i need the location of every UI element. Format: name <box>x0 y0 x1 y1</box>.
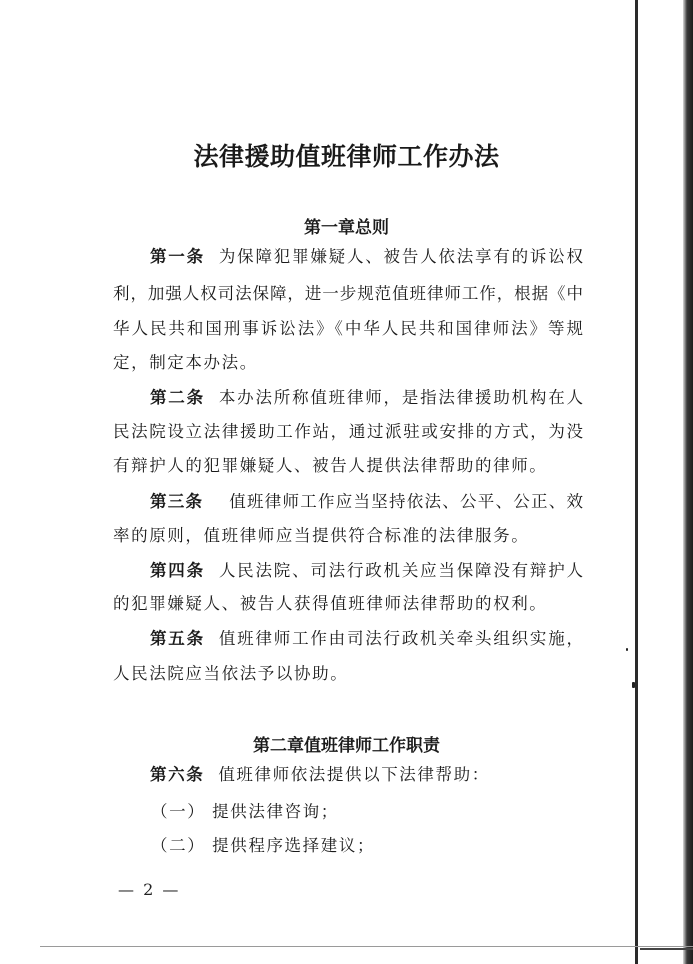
article-3-line-2: 率的原则，值班律师应当提供符合标准的法律服务。 <box>113 526 530 545</box>
list-item: （二） 提供程序选择建议； <box>151 836 376 855</box>
article-label: 第一条 <box>150 247 205 266</box>
document-title: 法律援助值班律师工作办法 <box>193 142 500 171</box>
article-2-line-2: 民法院设立法律援助工作站，通过派驻或安排的方式，为没 <box>113 422 583 441</box>
article-label: 第四条 <box>150 561 205 580</box>
chapter-heading: 第一章总则 <box>304 218 389 238</box>
article-1-line-3: 华人民共和国刑事诉讼法》《中华人民共和国律师法》等规 <box>113 319 583 338</box>
article-2-line-3: 有辩护人的犯罪嫌疑人、被告人提供法律帮助的律师。 <box>113 456 548 475</box>
article-label: 第五条 <box>150 629 205 648</box>
article-label: 第六条 <box>150 765 205 784</box>
article-3-line-1: 第三条 值班律师工作应当坚持依法、公平、公正、效 <box>150 492 583 511</box>
page-number: — 2 — <box>118 880 181 899</box>
scan-bottom-shadow <box>640 948 693 950</box>
article-4-line-2: 的犯罪嫌疑人、被告人获得值班律师法律帮助的权利。 <box>113 594 548 613</box>
article-2-line-1: 第二条 本办法所称值班律师，是指法律援助机构在人 <box>150 388 584 407</box>
list-item: （一） 提供法律咨询； <box>151 802 339 821</box>
article-label: 第二条 <box>150 388 205 407</box>
chapter-heading: 第二章值班律师工作职责 <box>253 736 440 756</box>
article-6-line-1: 第六条 值班律师依法提供以下法律帮助： <box>150 765 490 784</box>
article-1-line-2: 利，加强人权司法保障，进一步规范值班律师工作，根据《中 <box>113 284 583 303</box>
article-5-line-1: 第五条 值班律师工作由司法行政机关牵头组织实施， <box>150 629 584 648</box>
article-4-line-1: 第四条 人民法院、司法行政机关应当保障没有辩护人 <box>150 561 584 580</box>
article-5-line-2: 人民法院应当依法予以协助。 <box>113 664 349 683</box>
scan-bottom-line <box>40 946 693 947</box>
scan-speck <box>632 682 635 688</box>
article-1-line-4: 定，制定本办法。 <box>113 353 258 372</box>
article-label: 第三条 <box>150 492 204 511</box>
article-1-line-1: 第一条 为保障犯罪嫌疑人、被告人依法享有的诉讼权 <box>150 247 584 266</box>
scan-speck <box>626 648 628 651</box>
